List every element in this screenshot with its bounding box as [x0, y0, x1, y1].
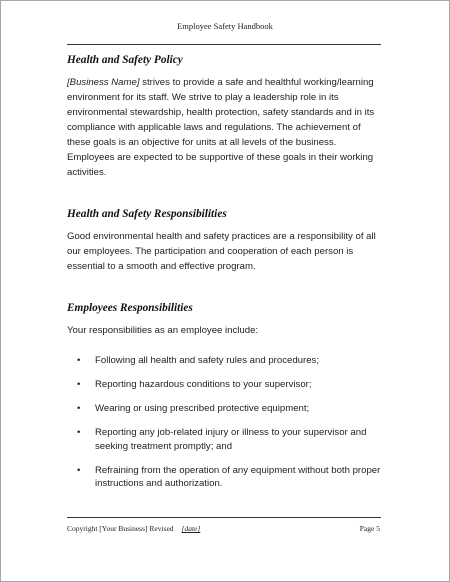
page-number: Page 5 [359, 524, 380, 533]
section-heading-policy: Health and Safety Policy [67, 54, 183, 66]
list-item: • Reporting any job-related injury or illness to your supervisor and seeking treatment promptly; and [77, 427, 367, 452]
list-item: • Refraining from the operation of any equipment without both proper instructions and authorization. [77, 464, 381, 489]
section-heading-employees: Employees Responsibilities [67, 302, 193, 314]
section-body-employees: Your responsibilities as an employee include: [67, 325, 259, 336]
list-item: • Reporting hazardous conditions to your supervisor; [77, 379, 312, 390]
list-item: • Following all health and safety rules and procedures; [77, 355, 319, 366]
responsibilities-list [67, 354, 385, 491]
footer-rule [67, 517, 381, 518]
document-body [67, 52, 385, 501]
section-body-policy [67, 75, 385, 180]
bullet-icon: • [77, 403, 81, 414]
footer-copyright [67, 524, 208, 533]
section-body-responsibilities: Good environmental health and safety practices are a responsibility of all our employees. The participation and cooperation of each person is essential to a smooth and effective program. [67, 231, 376, 272]
bullet-icon: • [77, 355, 81, 366]
bullet-icon: • [77, 464, 81, 476]
bullet-icon: • [77, 379, 81, 390]
business-name-placeholder: [Business Name] [67, 77, 140, 88]
section-heading-responsibilities: Health and Safety Responsibilities [67, 208, 227, 220]
copyright-text: Copyright [Your Business] Revised [67, 524, 174, 533]
header-title: Employee Safety Handbook [177, 21, 273, 31]
header-rule [67, 44, 381, 45]
bullet-icon: • [77, 427, 81, 438]
list-item: • Wearing or using prescribed protective equipment; [77, 403, 310, 414]
policy-text: strives to provide a safe and healthful working/learning environment for its staff. We strive to play a leadership role in its environmental stewardship, health protection, safety standards and in its compliance with applicable laws and regulations. The achievement of these goals is an objective for units at all levels of the business. Employees are expected to be supportive of these goals in their working activities. [67, 77, 375, 178]
date-placeholder: [date] [181, 524, 201, 533]
